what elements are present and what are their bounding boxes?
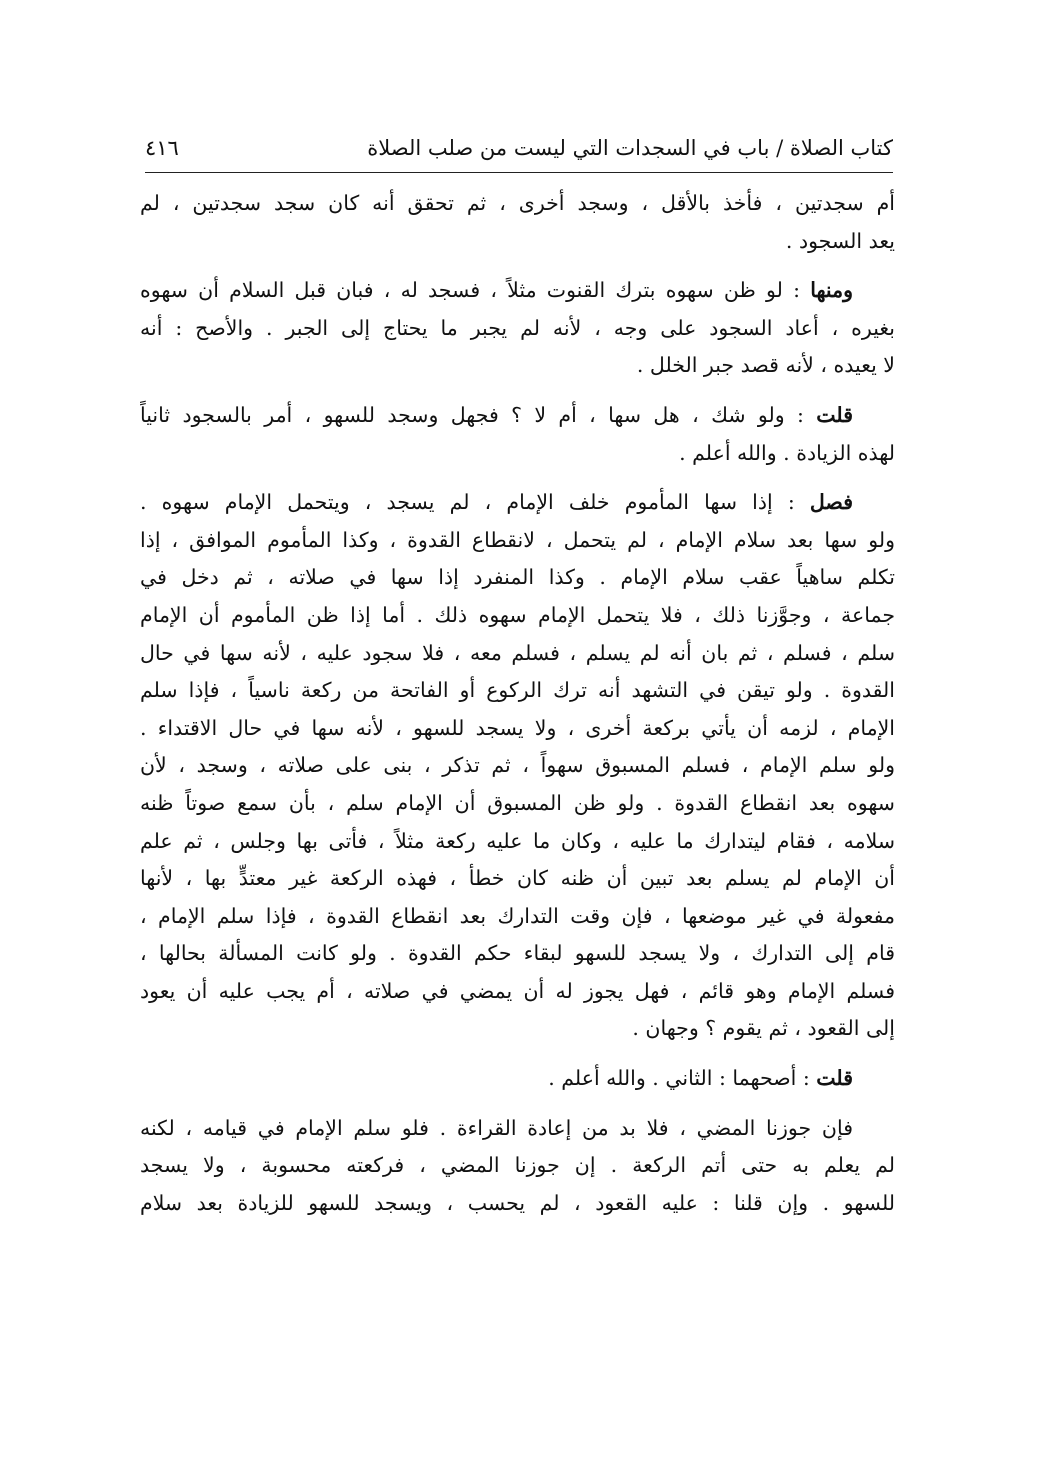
text-line: إلى القعود ، ثم يقوم ؟ وجهان . (632, 1016, 895, 1041)
text-line: لا يعيده ، لأنه قصد جبر الخلل . (636, 353, 895, 378)
paragraph (140, 397, 895, 472)
paragraph-lead: ومنها (810, 278, 853, 303)
text-line: يعد السجود . (785, 228, 895, 253)
paragraph (140, 272, 895, 385)
text-line (140, 272, 895, 310)
text-line (140, 1060, 895, 1098)
header-divider (145, 172, 893, 173)
text-line: سهوه بعد انقطاع القدوة . ولو ظن المسبوق أن الإمام سلم ، بأن سمع صوتاً ظنه (140, 790, 895, 815)
text-line: جماعة ، وجوَّزنا ذلك ، فلا يتحمل الإمام سهوه ذلك . أما إذا ظن المأموم أن الإمام (140, 602, 895, 627)
text-line: فإن جوزنا المضي ، فلا بد من إعادة القراءة . فلو سلم الإمام في قيامه ، لكنه (140, 1115, 853, 1140)
text-line: لهذه الزيادة . والله أعلم . (679, 440, 895, 465)
paragraph-lead: فصل (809, 490, 853, 515)
text-segment: : لو ظن سهوه بترك القنوت مثلاً ، فسجد له ، فبان قبل السلام أن سهوه (140, 278, 800, 303)
text-line: بغيره ، أعاد السجود على وجه ، لأنه لم يجبر ما يحتاج إلى الجبر . والأصح : أنه (140, 315, 895, 340)
text-line: القدوة . ولو تيقن في التشهد أنه ترك الركوع أو الفاتحة من ركعة ناسياً ، فإذا سلم (140, 678, 895, 703)
text-line: للسهو . وإن قلنا : عليه القعود ، لم يحسب ، ويسجد للسهو للزيادة بعد سلام (140, 1190, 895, 1215)
paragraph (140, 185, 895, 260)
text-line: الإمام ، لزمه أن يأتي بركعة أخرى ، ولا يسجد للسهو ، لأنه سها في حال الاقتداء . (140, 715, 895, 740)
text-segment: : إذا سها المأموم خلف الإمام ، لم يسجد ، ويتحمل الإمام سهوه . (140, 490, 795, 515)
text-line: ولو سها بعد سلام الإمام ، لم يتحمل ، لانقطاع القدوة ، وكذا المأموم الموافق ، إذا (140, 527, 895, 552)
text-line: مفعولة في غير موضعها ، فإن وقت التدارك بعد انقطاع القدوة ، فإذا سلم الإمام ، (140, 903, 895, 928)
text-line: لم يعلم به حتى أتم الركعة . إن جوزنا المضي ، فركعته محسوبة ، ولا يسجد (140, 1153, 895, 1178)
running-header (145, 128, 893, 168)
text-line: سلامه ، فقام ليتدارك ما عليه ، وكان ما عليه ركعة مثلاً ، فأتى بها وجلس ، ثم علم (140, 828, 895, 853)
text-line: أم سجدتين ، فأخذ بالأقل ، وسجد أخرى ، ثم تحقق أنه كان سجد سجدتين ، لم (140, 191, 895, 215)
running-title: كتاب الصلاة / باب في السجدات التي ليست من صلب الصلاة (367, 136, 893, 160)
paragraph-lead: قلت (816, 402, 853, 427)
text-segment: : أصحهما : الثاني . والله أعلم . (548, 1066, 810, 1091)
paragraph (140, 1110, 895, 1223)
text-line: قام إلى التدارك ، ولا يسجد للسهو لبقاء حكم القدوة . ولو كانت المسألة بحالها ، (140, 941, 895, 966)
body-text (140, 185, 895, 1234)
text-line (140, 397, 895, 435)
page-number: ٤١٦ (145, 136, 179, 160)
paragraph (140, 1060, 895, 1098)
paragraph-lead: قلت (816, 1066, 853, 1091)
text-line: ولو سلم الإمام ، فسلم المسبوق سهواً ، ثم تذكر ، بنى على صلاته ، وسجد ، لأن (140, 753, 895, 778)
text-segment: : ولو شك ، هل سها ، أم لا ؟ فجهل وسجد للسهو ، أمر بالسجود ثانياً (140, 402, 804, 427)
text-line (140, 484, 895, 522)
text-line: أن الإمام لم يسلم بعد تبين أن ظنه كان خطأ ، فهذه الركعة غير معتدٍّ بها ، لأنها (140, 866, 895, 891)
text-line: سلم ، فسلم ، ثم بان أنه لم يسلم ، فسلم معه ، فلا سجود عليه ، لأنه سها في حال (140, 640, 895, 665)
text-line: فسلم الإمام وهو قائم ، فهل يجوز له أن يمضي في صلاته ، أم يجب عليه أن يعود (140, 978, 895, 1003)
paragraph (140, 484, 895, 1048)
text-line: تكلم ساهياً عقب سلام الإمام . وكذا المنفرد إذا سها في صلاته ، ثم دخل في (140, 565, 895, 590)
